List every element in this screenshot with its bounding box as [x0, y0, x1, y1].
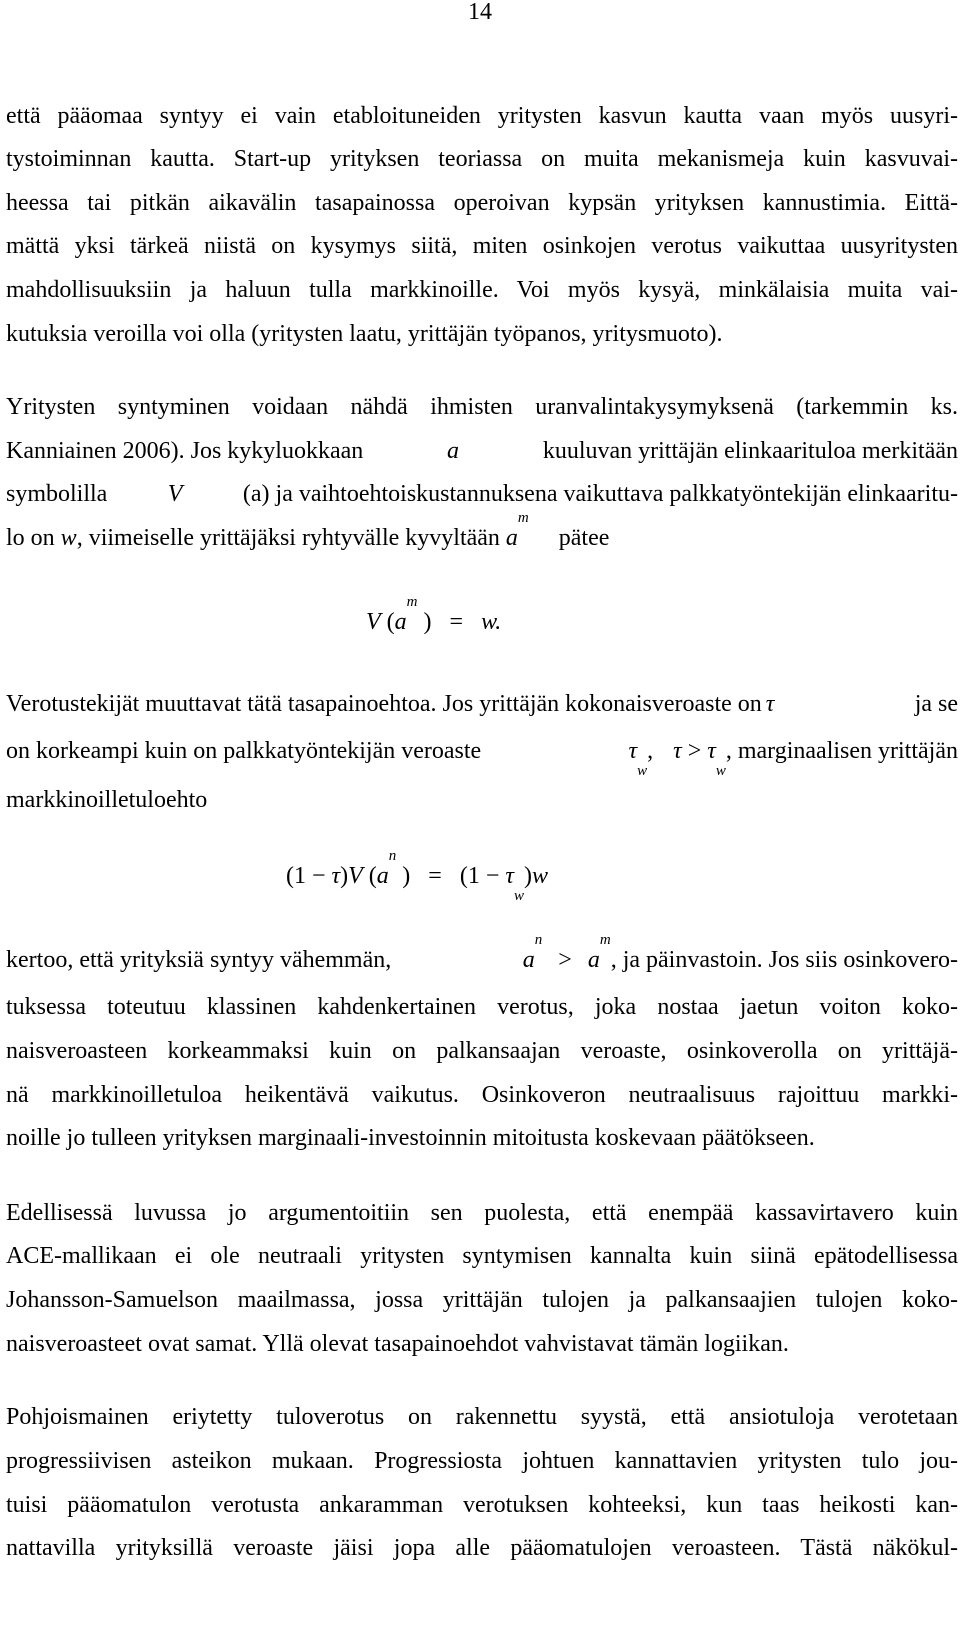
superscript-m: m: [406, 594, 418, 610]
math-symbol-tau: τ: [628, 738, 638, 764]
equation-2: [286, 848, 548, 904]
comma: ,: [647, 738, 654, 764]
text-line: tuksessa toteutuu klassinen kahdenkertainen verotus, joka nostaa jaetun voiton koko-: [6, 994, 958, 1020]
text-line: nattavilla yrityksillä veroaste jäisi jopa alle pääomatulojen veroasteen. Tästä näkökul-: [6, 1535, 958, 1561]
equation-part: (1 −: [459, 863, 506, 889]
equation-1: [366, 594, 502, 636]
text-line: markkinoilletuloehto: [6, 787, 208, 813]
equation-paren: ): [340, 863, 349, 889]
math-symbol-a: a: [394, 609, 407, 635]
equals-sign: =: [449, 609, 464, 635]
page-number: 14: [468, 0, 492, 25]
math-symbol-tau: τ: [673, 738, 682, 764]
equals-sign: =: [428, 863, 442, 889]
text-line: [6, 480, 958, 508]
math-symbol-w: w: [60, 525, 77, 551]
text-fragment: symbolilla: [6, 481, 108, 507]
text-line: Pohjoismainen eriytetty tuloverotus on rakennettu syystä, että ansiotuloja verotetaan: [6, 1404, 958, 1430]
superscript-m: m: [517, 510, 529, 526]
math-symbol-V: V: [348, 863, 363, 889]
text-line: Yritysten syntyminen voidaan nähdä ihmisten uranvalintakysymyksenä (tarkemmin ks.: [6, 394, 958, 420]
equation-paren: ): [423, 609, 432, 635]
text-fragment: , marginaalisen yrittäjän: [725, 738, 958, 764]
math-symbol-V: V: [366, 609, 381, 635]
math-symbol-a: a: [447, 438, 460, 464]
text-fragment: kuuluvan yrittäjän elinkaarituloa merkitään: [542, 438, 958, 464]
equation-rhs: w.: [481, 609, 502, 635]
text-line: että pääomaa syntyy ei vain etabloituneiden yritysten kasvun kautta vaan myös uusyri-: [6, 103, 958, 129]
text-line: naisveroasteet ovat samat. Yllä olevat tasapainoehdot vahvistavat tämän logiikan.: [6, 1331, 789, 1357]
text-line: mahdollisuuksiin ja haluun tulla markkinoille. Voi myös kysyä, minkälaisia muita vai-: [6, 277, 958, 303]
math-symbol-V: V: [167, 481, 183, 507]
inline-math: [522, 932, 958, 974]
math-symbol-w: w: [531, 863, 548, 889]
text-fragment: , ja päinvastoin. Jos siis osinkovero-: [610, 947, 958, 973]
math-symbol-tau: τ: [765, 691, 775, 717]
text-line: [6, 932, 958, 974]
text-line: nä markkinoilletuloa heikentävä vaikutus. Osinkoveron neutraalisuus rajoittuu markki-: [6, 1082, 958, 1108]
text-line: [6, 437, 958, 465]
text-line: tystoiminnan kautta. Start-up yrityksen teoriassa on muita mekanismeja kuin kasvuvai-: [6, 146, 958, 172]
text-line: [6, 690, 958, 718]
subscript-w: w: [513, 888, 524, 904]
greater-than: >: [687, 738, 702, 764]
text-fragment: on korkeampi kuin on palkkatyöntekijän veroaste: [6, 738, 482, 764]
text-fragment: Verotustekijät muuttavat tätä tasapainoehtoa. Jos yrittäjän kokonaisveroaste on τ: [6, 691, 775, 717]
math-symbol-tau: τ: [505, 863, 514, 889]
math-symbol-tau: τ: [707, 738, 716, 764]
text-fragment: Kanniainen 2006). Jos kykyluokkaan: [6, 438, 364, 464]
superscript-n: n: [388, 848, 397, 864]
text-line: Johansson-Samuelson maailmassa, jossa yrittäjän tulojen ja palkansaajien tulojen koko-: [6, 1287, 958, 1313]
text-fragment: lo on: [6, 525, 55, 551]
text-line: naisveroasteen korkeammaksi kuin on palkansaajan veroaste, osinkoverolla on yrittäjä-: [6, 1038, 958, 1064]
text-line: Edellisessä luvussa jo argumentoitiin sen puolesta, että enempää kassavirtavero kuin: [6, 1200, 958, 1226]
inline-math: [628, 737, 958, 779]
equation-paren: ): [523, 863, 532, 889]
math-symbol-tau: τ: [331, 863, 341, 889]
math-symbol-a: a: [587, 947, 600, 973]
math-symbol-a: a: [522, 947, 535, 973]
text-line: heessa tai pitkän aikavälin tasapainossa operoivan kypsän yrityksen kannustimia. Eittä-: [6, 190, 958, 216]
text-fragment: ja se: [914, 691, 958, 717]
text-line: [6, 510, 610, 552]
equation-part: (1 −: [286, 863, 332, 889]
text-fragment: pätee: [558, 525, 610, 551]
subscript-w: w: [715, 763, 726, 779]
superscript-m: m: [599, 932, 611, 948]
text-line: progressiivisen asteikon mukaan. Progressiosta johtuen kannattavien yritysten tulo jou-: [6, 1448, 958, 1474]
equation-paren: (: [386, 609, 395, 635]
greater-than: >: [558, 947, 572, 973]
text-fragment: kertoo, että yrityksiä syntyy vähemmän,: [6, 947, 392, 973]
text-line: [6, 737, 958, 779]
text-line: noille jo tulleen yrityksen marginaali-investoinnin mitoitusta koskevaan päätökseen.: [6, 1125, 815, 1151]
text-line: kutuksia veroilla voi olla (yritysten laatu, yrittäjän työpanos, yritysmuoto).: [6, 321, 723, 347]
equation-paren: ): [402, 863, 411, 889]
superscript-n: n: [534, 932, 543, 948]
text-fragment: (a) ja vaihtoehtoiskustannuksena vaikuttava palkkatyöntekijän elinkaaritu-: [242, 481, 958, 507]
subscript-w: w: [637, 763, 648, 779]
text-line: ACE-mallikaan ei ole neutraali yritysten syntymisen kannalta kuin siinä epätodellisessa: [6, 1243, 958, 1269]
text-line: tuisi pääomatulon verotusta ankaramman verotuksen kohteeksi, kun taas heikosti kan-: [6, 1492, 958, 1518]
math-symbol-a: a: [505, 525, 518, 551]
equation-paren: (: [368, 863, 377, 889]
text-line: mättä yksi tärkeä niistä on kysymys siitä, miten osinkojen verotus vaikuttaa uusyritysten: [6, 233, 958, 259]
text-fragment: , viimeiselle yrittäjäksi ryhtyvälle kyvyltään: [76, 525, 500, 551]
math-symbol-a: a: [376, 863, 389, 889]
